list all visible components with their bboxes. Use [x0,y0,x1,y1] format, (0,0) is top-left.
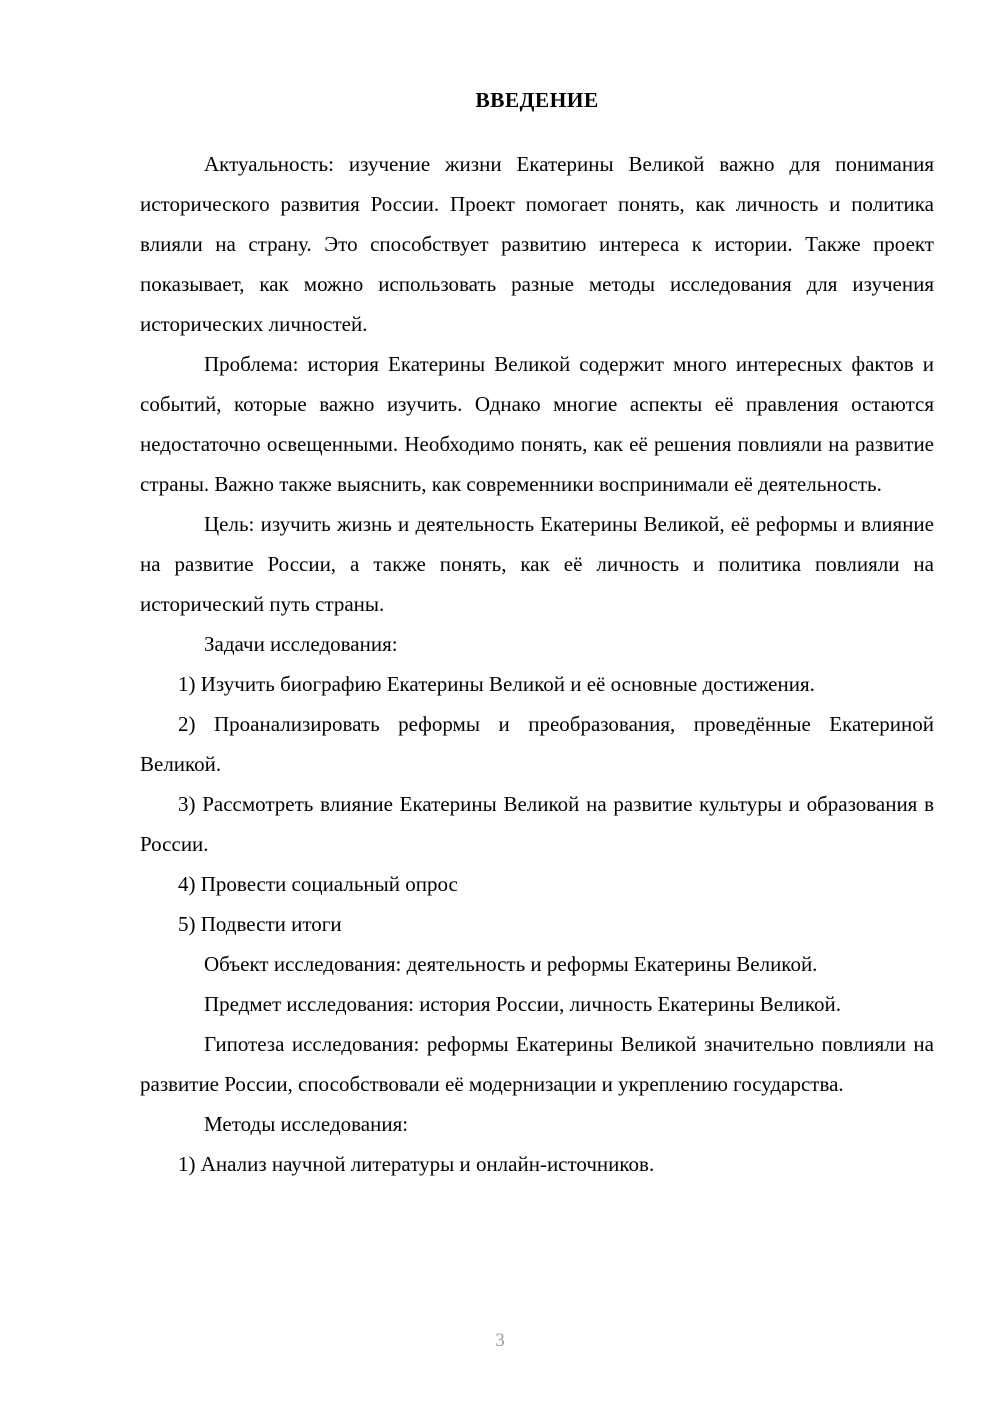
list-item-task-5: 5) Подвести итоги [178,911,342,936]
paragraph-object: Объект исследования: деятельность и реформы Екатерины Великой. [204,951,818,976]
list-item-task-2: 2) Проанализировать реформы и преобразования, проведённые Екатериной Великой. [140,711,934,776]
paragraph-hypothesis: Гипотеза исследования: реформы Екатерины Великой значительно повлияли на развитие России, способствовали её модернизации и укреплению государства. [140,1031,934,1096]
tasks-heading: Задачи исследования: [204,631,398,656]
list-item-task-4: 4) Провести социальный опрос [178,871,458,896]
paragraph-subject: Предмет исследования: история России, личность Екатерины Великой. [204,991,841,1016]
page-number: 3 [495,1330,505,1351]
methods-heading: Методы исследования: [204,1111,409,1136]
page-title: ВВЕДЕНИЕ [475,88,599,112]
paragraph-relevance: Актуальность: изучение жизни Екатерины Великой важно для понимания исторического развития России. Проект помогает понять, как личность и политика влияли на страну. Это способствует развитию интереса к истории. Также проект показывает, как можно использовать разные методы исследования для изучения исторических личностей. [140,151,934,336]
paragraph-goal: Цель: изучить жизнь и деятельность Екатерины Великой, её реформы и влияние на развитие России, а также понять, как её личность и политика повлияли на исторический путь страны. [140,511,934,616]
page-content [140,88,934,1184]
list-item-task-1: 1) Изучить биографию Екатерины Великой и её основные достижения. [178,671,815,696]
list-item-method-1: 1) Анализ научной литературы и онлайн-источников. [178,1151,655,1176]
paragraph-problem: Проблема: история Екатерины Великой содержит много интересных фактов и событий, которые важно изучить. Однако многие аспекты её правления остаются недостаточно освещенными. Необходимо понять, как её решения повлияли на развитие страны. Важно также выяснить, как современники воспринимали её деятельность. [140,351,934,496]
list-item-task-3: 3) Рассмотреть влияние Екатерины Великой на развитие культуры и образования в России. [140,791,934,856]
